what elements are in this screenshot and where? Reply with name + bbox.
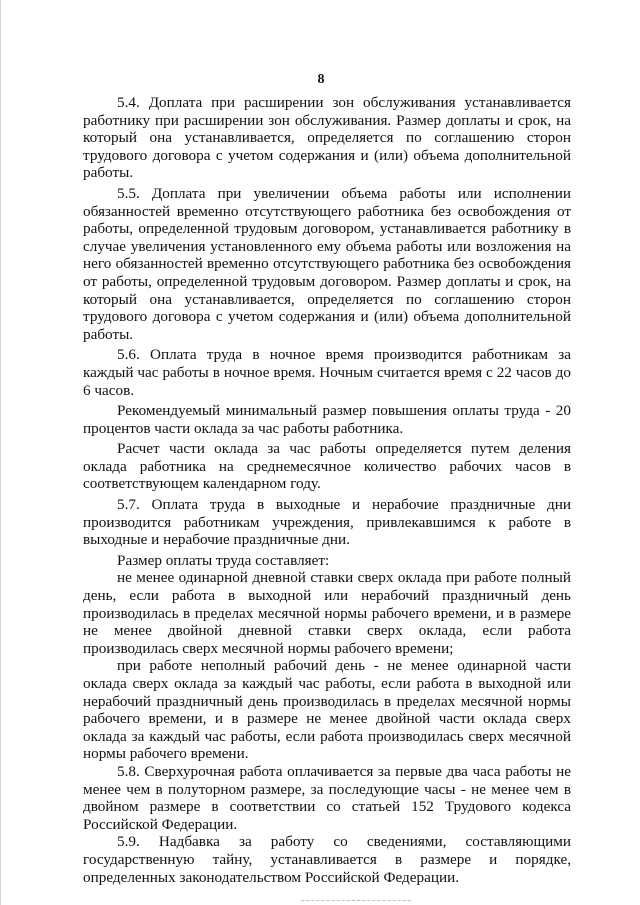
page-number: 8 xyxy=(317,72,325,87)
paragraph-part-day-pay: при работе неполный рабочий день - не менее одинарной части оклада сверх оклада за каждый час работы, если работа в выходной или нерабочий праздничный день производилась в пределах месячной нормы рабочего времени, и в размере не менее двойной части оклада сверх оклада за каждый час работы, если работа производилась сверх месячной нормы рабочего времени. xyxy=(83,657,571,763)
paragraph-hourly-calculation: Расчет части оклада за час работы определяется путем деления оклада работника на среднемесячное количество рабочих часов в соответствующем календарном году. xyxy=(83,440,571,493)
document-body xyxy=(83,94,571,886)
paragraph-5-7: 5.7. Оплата труда в выходные и нерабочие праздничные дни производится работникам учреждения, привлекавшимся к работе в выходные и нерабочие праздничные дни. xyxy=(83,496,571,549)
scan-edge-line xyxy=(301,900,411,901)
paragraph-5-9: 5.9. Надбавка за работу со сведениями, составляющими государственную тайну, устанавливается в размере и порядке, определенных законодательством Российской Федерации. xyxy=(83,833,571,886)
paragraph-full-day-pay: не менее одинарной дневной ставки сверх оклада при работе полный день, если работа в выходной или нерабочий праздничный день производилась в пределах месячной нормы рабочего времени, и в размере не менее двойной дневной ставки сверх оклада, если работа производилась сверх месячной нормы рабочего времени; xyxy=(83,569,571,657)
paragraph-5-5: 5.5. Доплата при увеличении объема работы или исполнении обязанностей временно отсутствующего работника без освобождения от работы, определенной трудовым договором, устанавливается работнику в случае увеличения установленного ему объема работы или возложения на него обязанностей временно отсутствующего работника без освобождения от работы, определенной трудовым договором. Размер доплаты и срок, на который она устанавливается, определяется по соглашению сторон трудового договора с учетом содержания и (или) объема дополнительной работы. xyxy=(83,184,571,343)
paragraph-pay-size-intro: Размер оплаты труда составляет: xyxy=(117,551,330,569)
paragraph-5-8: 5.8. Сверхурочная работа оплачивается за первые два часа работы не менее чем в полуторном размере, за последующие часы - не менее чем в двойном размере в соответствии со статьей 152 Трудового кодекса Российской Федерации. xyxy=(83,762,571,833)
paragraph-5-6: 5.6. Оплата труда в ночное время производится работникам за каждый час работы в ночное время. Ночным считается время с 22 часов до 6 часов. xyxy=(83,346,571,399)
paragraph-5-4: 5.4. Доплата при расширении зон обслуживания устанавливается работнику при расширении зон обслуживания. Размер доплаты и срок, на который она устанавливается, определяется по соглашению сторон трудового договора с учетом содержания и (или) объема дополнительной работы. xyxy=(83,94,571,182)
paragraph-recommended-rate: Рекомендуемый минимальный размер повышения оплаты труда - 20 процентов части оклада за час работы работника. xyxy=(83,402,571,437)
